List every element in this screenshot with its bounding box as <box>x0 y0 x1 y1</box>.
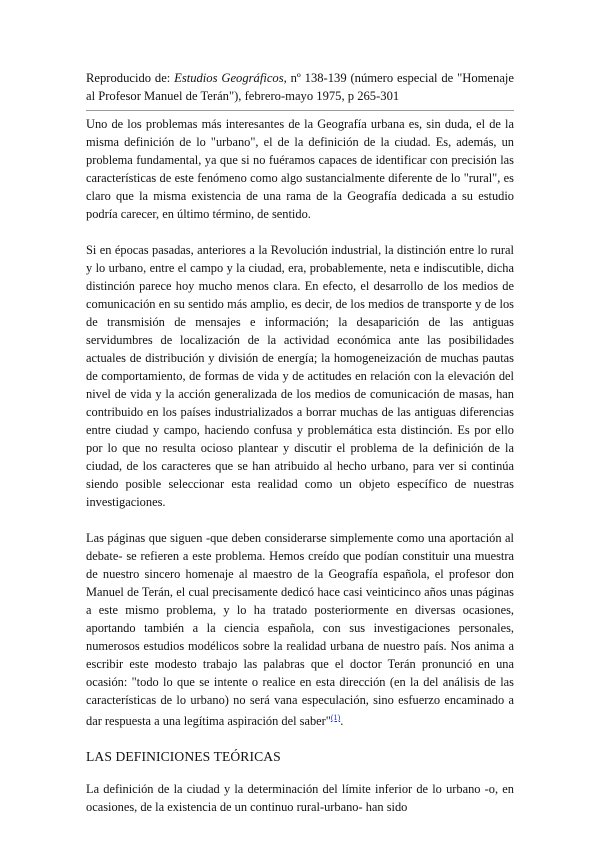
article-body <box>86 115 514 816</box>
paragraph-3 <box>86 529 514 730</box>
source-citation <box>86 69 514 105</box>
footnote-link[interactable]: (1) <box>330 713 341 722</box>
paragraph-2: Si en épocas pasadas, anteriores a la Revolución industrial, la distinción entre lo rural y lo urbano, entre el campo y la ciudad, era, probablemente, neta e indiscutible, dicha distinción parece hoy mucho menos clara. En efecto, el desarrollo de los medios de comunicación en su sentido más amplio, es decir, de los medios de transporte y de los de transmisión de mensajes e información; la desaparición de las antiguas servidumbres de localización de la actividad económica ante las posibilidades actuales de distribución y división de energía; la homogeneización de muchas pautas de comportamiento, de formas de vida y de actitudes en relación con la elevación del nivel de vida y la acción generalizada de los medios de comunicación de masas, han contribuido en los países industrializados a borrar muchas de las antiguas diferencias entre ciudad y campo, haciendo confusa y problemática esta distinción. Es por ello por lo que no resulta ocioso plantear y discutir el problema de la definición de la ciudad, de los caracteres que se han atribuido al hecho urbano, para ver si continúa siendo posible seleccionar esta realidad como un objeto específico de nuestras investigaciones. <box>86 243 514 509</box>
paragraph-4: La definición de la ciudad y la determinación del límite inferior de lo urbano -o, en ocasiones, de la existencia de un continuo rural-urbano- han sido <box>86 782 514 815</box>
journal-title: Estudios Geográficos <box>174 71 284 85</box>
footnote-trailing-period: . <box>340 714 344 729</box>
section-heading: LAS DEFINICIONES TEÓRICAS <box>86 749 281 765</box>
source-prefix: Reproducido de: <box>86 71 175 85</box>
paragraph-3-text: Las páginas que siguen -que deben considerarse simplemente como una aportación al debate- se refieren a este problema. Hemos creído que podían constituir una muestra de nuestro sincero homenaje al maestro de la Geografía española, el profesor don Manuel de Terán, el cual precisamente dedicó hace casi veinticinco años unas páginas a este mismo problema, y lo ha tratado posteriormente en diversas ocasiones, aportando también a la ciencia española, con sus investigaciones personales, numerosos estudios modélicos sobre la realidad urbana de nuestro país. Nos anima a escribir este modesto trabajo las palabras que el doctor Terán pronunció en una ocasión: "todo lo que se intente o realice en esta dirección (en la del análisis de las características de lo urbano) no será vana especulación, sino esfuerzo encaminado a dar respuesta a una legítima aspiración del saber" <box>86 531 514 729</box>
source-details: , nº 138-139 (número especial de "Homenaje al Profesor Manuel de Terán"), febrero-mayo 1975, p 265-301 <box>86 71 514 103</box>
paragraph-1: Uno de los problemas más interesantes de la Geografía urbana es, sin duda, el de la misma definición de lo "urbano", el de la definición de la ciudad. Es, además, un problema fundamental, ya que si no fuéramos capaces de identificar con precisión las características de este fenómeno como algo sustancialmente diferente de lo "rural", es claro que la misma existencia de una rama de la Geografía dedicada a su estudio podría carecer, en último término, de sentido. <box>86 117 514 221</box>
horizontal-divider <box>86 110 514 111</box>
